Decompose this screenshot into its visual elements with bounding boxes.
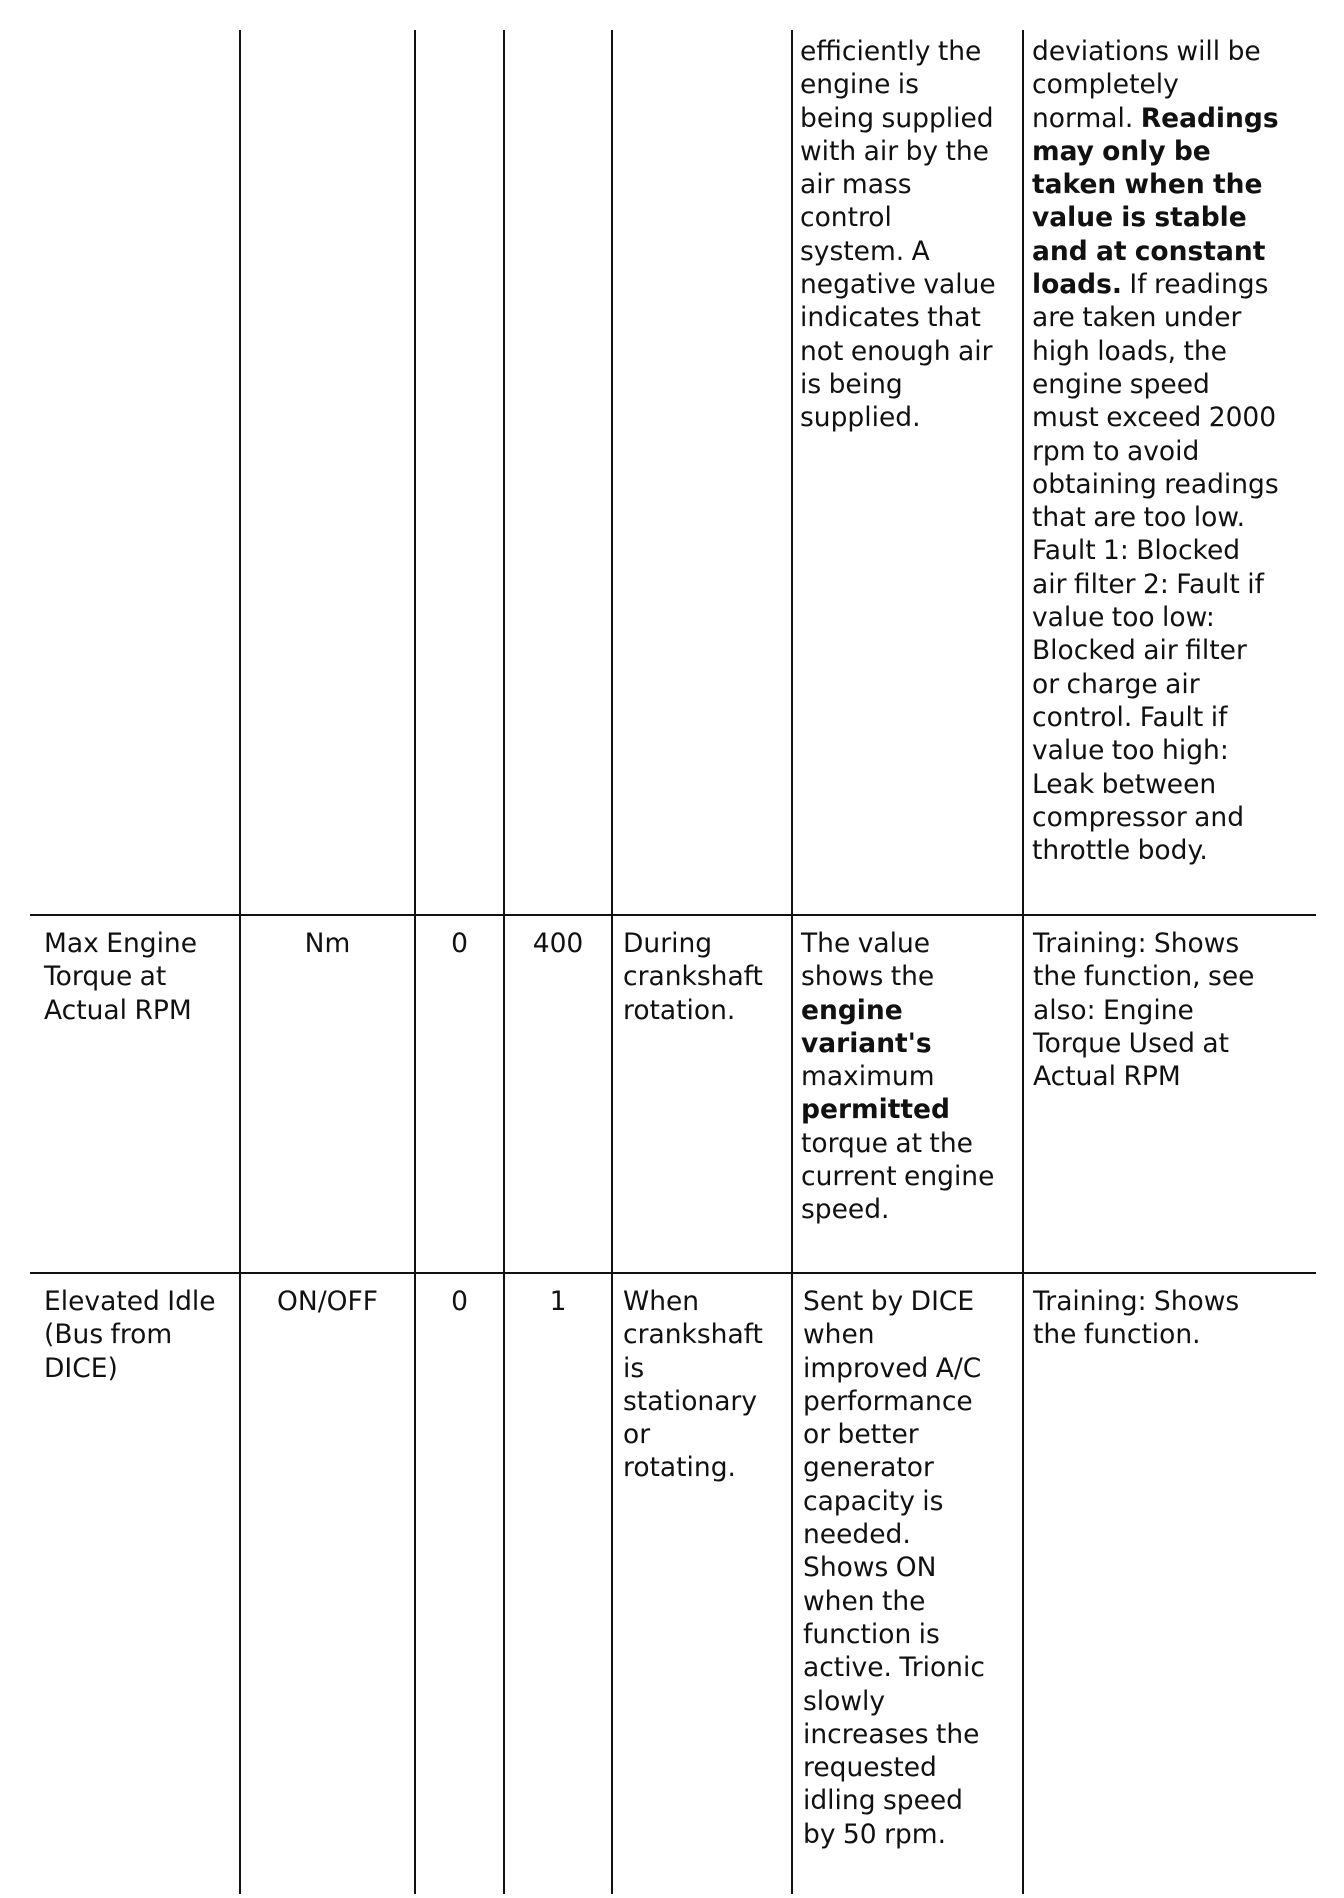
cell-line: function is: [803, 1618, 940, 1650]
max-cell: 400: [532, 928, 584, 959]
cell-text: value too high:: [1032, 735, 1229, 767]
cell-line: Elevated Idle: [44, 1286, 216, 1317]
row-divider: [30, 914, 1316, 916]
cell-text: engine speed: [1032, 368, 1210, 400]
cell-text: engine: [801, 994, 903, 1026]
cell-line: capacity is: [803, 1485, 944, 1517]
cell-text: Readings: [1140, 102, 1279, 134]
cell-text: obtaining readings: [1032, 468, 1279, 500]
cell-line: [801, 1060, 1021, 1093]
cell-line: Actual RPM: [1033, 1061, 1181, 1093]
cell-line: [1032, 368, 1332, 401]
cell-line: [1032, 634, 1332, 667]
cell-line: When: [623, 1286, 700, 1317]
cell-text: shows the: [801, 961, 935, 993]
cell-text: current engine: [801, 1161, 995, 1193]
condition-cell: [623, 927, 791, 1027]
cell-line: Max Engine: [44, 928, 198, 959]
cell-text: deviations will be: [1032, 36, 1261, 67]
signal-name-cell: [44, 927, 234, 1027]
cell-line: when the: [803, 1585, 926, 1617]
cell-line: Training: Shows: [1033, 928, 1240, 959]
cell-line: negative value: [800, 269, 996, 301]
cell-line: [1032, 401, 1332, 434]
cell-line: or: [623, 1419, 651, 1451]
cell-text: throttle body.: [1032, 835, 1208, 867]
cell-line: [1032, 701, 1332, 734]
cell-line: Torque at: [44, 961, 167, 993]
cell-line: efficiently the: [800, 36, 982, 67]
cell-line: During: [623, 928, 713, 959]
unit-cell: Nm: [304, 928, 351, 959]
cell-line: [801, 1127, 1021, 1160]
cell-line: when: [803, 1319, 875, 1351]
column-divider: [503, 30, 505, 1894]
cell-text: Fault 1: Blocked: [1032, 535, 1241, 567]
cell-line: [1032, 768, 1332, 801]
notes-cell: [1033, 1285, 1333, 1352]
cell-line: [801, 960, 1021, 993]
cell-line: with air by the: [800, 135, 989, 167]
cell-line: [1032, 435, 1332, 468]
cell-line: Torque Used at: [1033, 1027, 1230, 1059]
notes-cell: [1032, 35, 1332, 867]
cell-line: control: [800, 202, 892, 234]
cell-line: or better: [803, 1419, 919, 1451]
cell-line: Shows ON: [803, 1552, 937, 1584]
cell-line: [801, 1160, 1021, 1193]
cell-line: [1032, 501, 1332, 534]
cell-line: increases the: [803, 1718, 980, 1750]
cell-text: compressor and: [1032, 801, 1245, 833]
cell-text: normal.: [1032, 102, 1141, 134]
cell-line: [801, 927, 1021, 960]
column-divider: [414, 30, 416, 1894]
cell-text: value is stable: [1032, 202, 1247, 234]
max-cell: 1: [549, 1286, 567, 1317]
cell-line: being supplied: [800, 102, 994, 134]
cell-text: If readings: [1121, 269, 1269, 301]
cell-text: or charge air: [1032, 668, 1200, 700]
cell-text: maximum: [801, 1061, 935, 1093]
cell-line: supplied.: [800, 402, 921, 434]
cell-text: control. Fault if: [1032, 701, 1228, 733]
cell-text: taken when the: [1032, 169, 1263, 201]
cell-line: is being: [800, 368, 903, 400]
min-cell: 0: [451, 1286, 468, 1317]
cell-line: idling speed: [803, 1785, 964, 1817]
column-divider: [791, 30, 793, 1894]
cell-line: Training: Shows: [1033, 1286, 1240, 1317]
min-cell: 0: [451, 928, 468, 959]
cell-line: [1032, 335, 1332, 368]
condition-cell: [623, 1285, 791, 1485]
cell-text: loads.: [1032, 269, 1122, 301]
cell-line: [1032, 534, 1332, 567]
cell-line: [801, 1027, 1021, 1060]
cell-line: improved A/C: [803, 1352, 982, 1384]
cell-line: [1032, 268, 1332, 301]
cell-text: and at constant: [1032, 235, 1266, 267]
cell-text: completely: [1032, 69, 1179, 101]
cell-line: [1032, 102, 1332, 135]
cell-line: Sent by DICE: [803, 1286, 975, 1317]
cell-line: [1032, 801, 1332, 834]
column-divider: [239, 30, 241, 1894]
cell-line: crankshaft: [623, 1319, 763, 1351]
description-cell: [803, 1285, 1023, 1851]
cell-line: not enough air: [800, 335, 993, 367]
cell-line: [1032, 35, 1332, 68]
cell-text: rpm to avoid: [1032, 435, 1200, 467]
cell-line: [801, 1093, 1021, 1126]
cell-line: by 50 rpm.: [803, 1818, 947, 1850]
cell-line: [1032, 668, 1332, 701]
cell-line: DICE): [44, 1352, 118, 1384]
signal-name-cell: [44, 1285, 239, 1385]
cell-text: must exceed 2000: [1032, 402, 1277, 434]
row-divider: [30, 1272, 1316, 1274]
cell-line: indicates that: [800, 302, 981, 334]
cell-text: variant's: [801, 1027, 932, 1059]
cell-text: may only be: [1032, 135, 1211, 167]
cell-line: the function.: [1033, 1319, 1201, 1351]
cell-text: air filter 2: Fault if: [1032, 568, 1264, 600]
cell-line: [1032, 834, 1332, 867]
cell-line: slowly: [803, 1685, 886, 1717]
cell-line: stationary: [623, 1385, 758, 1417]
cell-line: active. Trionic: [803, 1652, 985, 1684]
cell-text: are taken under: [1032, 302, 1242, 334]
cell-line: Actual RPM: [44, 994, 192, 1026]
cell-line: [1032, 301, 1332, 334]
cell-line: requested: [803, 1752, 937, 1784]
cell-line: [1032, 568, 1332, 601]
cell-text: permitted: [801, 1094, 950, 1126]
cell-line: also: Engine: [1033, 994, 1194, 1026]
cell-line: [1032, 734, 1332, 767]
cell-text: Leak between: [1032, 768, 1217, 800]
cell-line: [1032, 135, 1332, 168]
cell-line: [1032, 68, 1332, 101]
cell-line: needed.: [803, 1519, 911, 1551]
cell-text: speed.: [801, 1194, 890, 1226]
cell-line: [801, 1193, 1021, 1226]
description-cell: [801, 927, 1021, 1227]
cell-line: engine is: [800, 69, 919, 101]
cell-line: [1032, 468, 1332, 501]
cell-line: system. A: [800, 235, 930, 267]
cell-line: air mass: [800, 169, 912, 201]
cell-line: [801, 994, 1021, 1027]
cell-line: performance: [803, 1385, 973, 1417]
cell-line: generator: [803, 1452, 934, 1484]
column-divider: [611, 30, 613, 1894]
cell-text: value too low:: [1032, 602, 1215, 634]
cell-text: Blocked air filter: [1032, 635, 1247, 667]
description-cell: [800, 35, 1020, 435]
cell-text: high loads, the: [1032, 335, 1227, 367]
cell-line: [1032, 601, 1332, 634]
cell-line: (Bus from: [44, 1319, 173, 1351]
cell-line: rotating.: [623, 1452, 736, 1484]
notes-cell: [1033, 927, 1333, 1093]
cell-line: crankshaft: [623, 961, 763, 993]
cell-text: The value: [801, 928, 931, 959]
cell-line: [1032, 201, 1332, 234]
unit-cell: ON/OFF: [277, 1286, 378, 1317]
cell-line: rotation.: [623, 994, 736, 1026]
cell-line: is: [623, 1352, 645, 1384]
cell-line: the function, see: [1033, 961, 1255, 993]
cell-text: torque at the: [801, 1127, 973, 1159]
cell-text: that are too low.: [1032, 502, 1245, 534]
cell-line: [1032, 168, 1332, 201]
cell-line: [1032, 235, 1332, 268]
